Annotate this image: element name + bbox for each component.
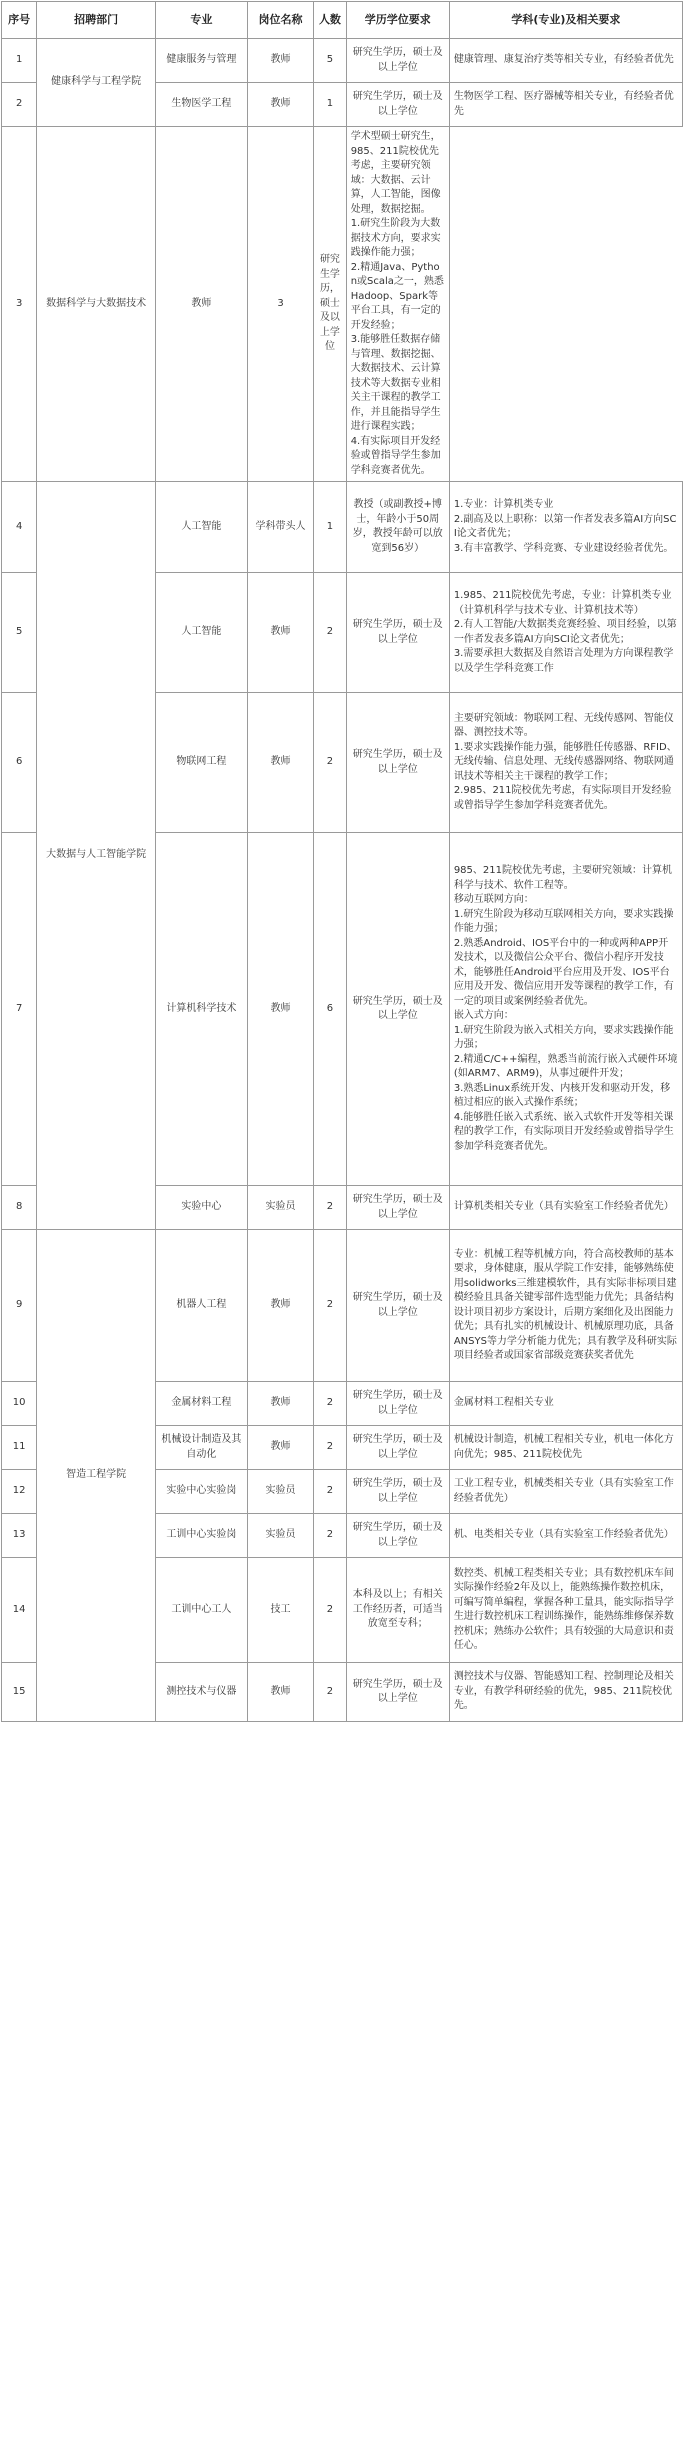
- post-cell: 实验员: [247, 1186, 313, 1230]
- edu-cell: 研究生学历，硕士及以上学位: [346, 573, 449, 693]
- count-cell: 6: [314, 833, 346, 1186]
- count-cell: 1: [314, 83, 346, 127]
- edu-cell: 研究生学历，硕士及以上学位: [346, 1514, 449, 1558]
- seq-cell: 5: [2, 573, 37, 693]
- dept-cell: 健康科学与工程学院: [37, 39, 156, 127]
- edu-cell: 研究生学历，硕士及以上学位: [346, 1186, 449, 1230]
- header-subject: 学科(专业)及相关要求: [449, 2, 682, 39]
- requirement-line: 2.精通Java、Python或Scala之一，熟悉Hadoop、Spark等平台工具，有一定的开发经验；: [350, 261, 444, 331]
- requirement-line: 金属材料工程相关专业: [453, 1397, 554, 1409]
- requirements-cell: [449, 1663, 682, 1722]
- count-cell: 2: [314, 1186, 346, 1230]
- count-cell: 2: [314, 1663, 346, 1722]
- post-cell: 教师: [247, 1426, 313, 1470]
- major-cell: 物联网工程: [155, 693, 247, 833]
- count-cell: 1: [314, 482, 346, 573]
- edu-cell: 研究生学历，硕士及以上学位: [346, 1382, 449, 1426]
- major-cell: 机器人工程: [155, 1230, 247, 1382]
- edu-cell: 研究生学历，硕士及以上学位: [346, 1426, 449, 1470]
- count-cell: 2: [314, 573, 346, 693]
- count-cell: 2: [314, 1514, 346, 1558]
- edu-cell: 研究生学历，硕士及以上学位: [346, 83, 449, 127]
- table-body: [2, 39, 683, 1722]
- header-post: 岗位名称: [247, 2, 313, 39]
- count-cell: 3: [247, 127, 313, 482]
- requirement-line: 2.有人工智能/大数据类竞赛经验、项目经验，以第一作者发表多篇AI方向SCI论文者优先；: [453, 619, 677, 645]
- requirements-cell: [449, 83, 682, 127]
- dept-cell: 智造工程学院: [37, 1230, 156, 1722]
- table-row: [2, 39, 683, 83]
- post-cell: 学科带头人: [247, 482, 313, 573]
- seq-cell: 13: [2, 1514, 37, 1558]
- requirement-line: 1.要求实践操作能力强，能够胜任传感器、RFID、无线传输、信息处理、无线传感器网络、物联网通讯技术等相关主干课程的教学工作；: [453, 741, 677, 782]
- requirement-line: 测控技术与仪器、智能感知工程、控制理论及相关专业，有教学科研经验的优先，985、211院校优先。: [453, 1671, 674, 1712]
- header-dept: 招聘部门: [37, 2, 156, 39]
- edu-cell: 研究生学历，硕士及以上学位: [314, 127, 346, 482]
- edu-cell: 研究生学历，硕士及以上学位: [346, 39, 449, 83]
- requirement-line: 4.能够胜任嵌入式系统、嵌入式软件开发等相关课程的教学工作，有实际项目开发经验或曾指导学生参加学科竞赛者优先。: [453, 1111, 674, 1152]
- seq-cell: 3: [2, 127, 37, 482]
- requirements-cell: [449, 39, 682, 83]
- major-cell: 实验中心: [155, 1186, 247, 1230]
- requirement-line: 4.有实际项目开发经验或曾指导学生参加学科竞赛者优先。: [350, 435, 441, 476]
- count-cell: 2: [314, 1426, 346, 1470]
- recruitment-table: [1, 1, 683, 1722]
- header-edu: 学历学位要求: [346, 2, 449, 39]
- post-cell: 教师: [247, 39, 313, 83]
- requirement-line: 主要研究领域：物联网工程、无线传感网、智能仪器、测控技术等。: [453, 712, 674, 739]
- requirements-cell: [449, 833, 682, 1186]
- header-seq: 序号: [2, 2, 37, 39]
- seq-cell: 9: [2, 1230, 37, 1382]
- requirements-cell: [449, 1514, 682, 1558]
- seq-cell: 6: [2, 693, 37, 833]
- requirement-line: 1.985、211院校优先考虑，专业：计算机类专业（计算机科学与技术专业、计算机技术等）: [453, 590, 672, 616]
- major-cell: 实验中心实验岗: [155, 1470, 247, 1514]
- requirement-line: 工业工程专业，机械类相关专业（具有实验室工作经验者优先）: [453, 1478, 674, 1504]
- major-cell: 机械设计制造及其自动化: [155, 1426, 247, 1470]
- requirement-line: 2.熟悉Android、IOS平台中的一种或两种APP开发技术，以及微信公众平台、微信小程序开发技术，能够胜任Android平台应用及开发、IOS平台应用及开发、微信应用开发等课程的教学工作，有一定的项目或案例经验者优先。: [453, 937, 674, 1007]
- requirement-line: 985、211院校优先考虑，主要研究领域：计算机科学与技术、软件工程等。: [453, 865, 672, 891]
- post-cell: 教师: [247, 573, 313, 693]
- requirement-line: 3.能够胜任数据存储与管理、数据挖掘、大数据技术、云计算技术等大数据专业相关主干课程的教学工作，并且能指导学生进行课程实践；: [350, 334, 441, 432]
- table-row: [2, 482, 683, 573]
- count-cell: 2: [314, 1382, 346, 1426]
- seq-cell: 15: [2, 1663, 37, 1722]
- dept-cell: 大数据与人工智能学院: [37, 482, 156, 1230]
- seq-cell: 1: [2, 39, 37, 83]
- table-row: [2, 127, 683, 482]
- requirements-cell: [449, 573, 682, 693]
- requirement-line: 机械设计制造，机械工程相关专业，机电一体化方向优先；985、211院校优先: [453, 1434, 674, 1460]
- seq-cell: 12: [2, 1470, 37, 1514]
- requirement-line: 2.985、211院校优先考虑，有实际项目开发经验或曾指导学生参加学科竞赛者优先。: [453, 785, 672, 811]
- major-cell: 金属材料工程: [155, 1382, 247, 1426]
- requirement-line: 3.有丰富教学、学科竞赛、专业建设经验者优先。: [453, 542, 674, 554]
- requirement-line: 3.需要承担大数据及自然语言处理为方向课程教学以及学生学科竞赛工作: [453, 648, 674, 674]
- major-cell: 工训中心实验岗: [155, 1514, 247, 1558]
- edu-cell: 研究生学历，硕士及以上学位: [346, 1663, 449, 1722]
- requirements-cell: [449, 482, 682, 573]
- count-cell: 2: [314, 693, 346, 833]
- post-cell: 教师: [247, 1230, 313, 1382]
- count-cell: 2: [314, 1558, 346, 1663]
- requirement-line: 机、电类相关专业（具有实验室工作经验者优先）: [453, 1529, 674, 1541]
- major-cell: 人工智能: [155, 573, 247, 693]
- count-cell: 2: [314, 1230, 346, 1382]
- header-major: 专业: [155, 2, 247, 39]
- seq-cell: 11: [2, 1426, 37, 1470]
- requirements-cell: [449, 1426, 682, 1470]
- requirements-cell: [449, 1186, 682, 1230]
- post-cell: 教师: [247, 1382, 313, 1426]
- table-row: [2, 1230, 683, 1382]
- post-cell: 教师: [247, 1663, 313, 1722]
- edu-cell: 研究生学历，硕士及以上学位: [346, 1470, 449, 1514]
- edu-cell: 教授（或副教授+博士，年龄小于50周岁，教授年龄可以放宽到56岁）: [346, 482, 449, 573]
- post-cell: 教师: [247, 83, 313, 127]
- seq-cell: 7: [2, 833, 37, 1186]
- major-cell: 计算机科学技术: [155, 833, 247, 1186]
- major-cell: 数据科学与大数据技术: [37, 127, 156, 482]
- requirement-line: 移动互联网方向：: [453, 894, 534, 905]
- requirement-line: 2.副高及以上职称：以第一作者发表多篇AI方向SCI论文者优先；: [453, 513, 677, 539]
- seq-cell: 8: [2, 1186, 37, 1230]
- major-cell: 测控技术与仪器: [155, 1663, 247, 1722]
- edu-cell: 研究生学历，硕士及以上学位: [346, 1230, 449, 1382]
- count-cell: 2: [314, 1470, 346, 1514]
- post-cell: 实验员: [247, 1470, 313, 1514]
- post-cell: 技工: [247, 1558, 313, 1663]
- post-cell: 教师: [247, 833, 313, 1186]
- requirement-line: 嵌入式方向：: [453, 1010, 514, 1021]
- requirements-cell: [449, 1558, 682, 1663]
- requirements-cell: [449, 1382, 682, 1426]
- requirement-line: 3.熟悉Linux系统开发、内核开发和驱动开发，移植过相应的嵌入式操作系统；: [453, 1082, 671, 1108]
- requirement-line: 学术型硕士研究生，985、211院校优先考虑，主要研究领域：大数据、云计算，人工智能，图像处理，数据挖掘。: [350, 131, 441, 215]
- requirement-line: 1.研究生阶段为移动互联网相关方向，要求实践操作能力强；: [453, 908, 674, 934]
- edu-cell: 本科及以上；有相关工作经历者，可适当放宽至专科；: [346, 1558, 449, 1663]
- requirements-cell: [449, 1230, 682, 1382]
- count-cell: 5: [314, 39, 346, 83]
- requirements-cell: [346, 127, 449, 482]
- table-header-row: [2, 2, 683, 39]
- major-cell: 健康服务与管理: [155, 39, 247, 83]
- requirements-cell: [449, 693, 682, 833]
- major-cell: 人工智能: [155, 482, 247, 573]
- requirement-line: 生物医学工程、医疗器械等相关专业，有经验者优先: [453, 91, 674, 117]
- major-cell: 工训中心工人: [155, 1558, 247, 1663]
- requirement-line: 1.专业：计算机类专业: [453, 499, 554, 510]
- requirements-cell: [449, 1470, 682, 1514]
- seq-cell: 4: [2, 482, 37, 573]
- requirement-line: 专业：机械工程等机械方向，符合高校教师的基本要求，身体健康，服从学院工作安排，能够熟练使用solidworks三维建模软件，具有实际非标项目建模经验且具备关键零部件选型能力优先；具备结构设计项目初步方案设计，后期方案细化及出图能力优先；具有扎实的机械设计、机械原理功底，具备ANSYS等力学分析能力优先；具有教学及科研实际项目经验者或国家省部级竞赛获奖者优先: [453, 1248, 677, 1361]
- edu-cell: 研究生学历，硕士及以上学位: [346, 693, 449, 833]
- edu-cell: 研究生学历，硕士及以上学位: [346, 833, 449, 1186]
- seq-cell: 2: [2, 83, 37, 127]
- major-cell: 生物医学工程: [155, 83, 247, 127]
- requirement-line: 数控类、机械工程类相关专业；具有数控机床车间实际操作经验2年及以上，能熟练操作数控机床，可编写简单编程，掌握各种工量具，能实际指导学生进行数控机床工程训练操作，能熟练维修保养数控机床；熟练办公软件；具有较强的大局意识和责任心。: [453, 1567, 674, 1651]
- seq-cell: 10: [2, 1382, 37, 1426]
- seq-cell: 14: [2, 1558, 37, 1663]
- requirement-line: 健康管理、康复治疗类等相关专业，有经验者优先: [453, 54, 674, 66]
- requirement-line: 1.研究生阶段为大数据技术方向，要求实践操作能力强；: [350, 218, 441, 258]
- post-cell: 实验员: [247, 1514, 313, 1558]
- requirement-line: 计算机类相关专业（具有实验室工作经验者优先）: [453, 1201, 674, 1213]
- post-cell: 教师: [247, 693, 313, 833]
- requirement-line: 2.精通C/C++编程，熟悉当前流行嵌入式硬件环境(如ARM7、ARM9)，从事过硬件开发；: [453, 1053, 678, 1079]
- header-count: 人数: [314, 2, 346, 39]
- post-cell: 教师: [155, 127, 247, 482]
- requirement-line: 1.研究生阶段为嵌入式相关方向，要求实践操作能力强；: [453, 1024, 674, 1050]
